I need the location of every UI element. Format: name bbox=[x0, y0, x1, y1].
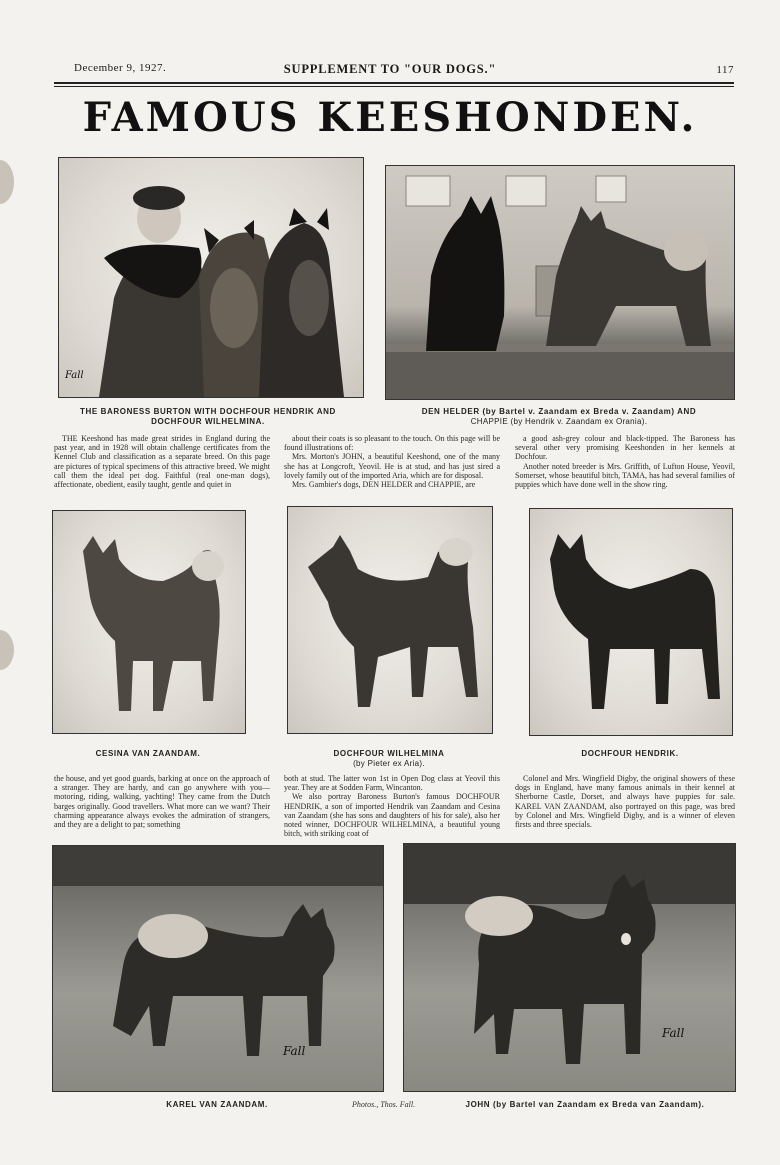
article-paragraph: about their coats is so pleasant to the touch. On this page will be found illustrations of: bbox=[284, 434, 500, 453]
photo-baroness-burton bbox=[58, 157, 364, 398]
photo-signature: Fall bbox=[283, 1044, 306, 1058]
photo-den-helder-chappie-image bbox=[386, 166, 734, 399]
article-paragraph: Mrs. Morton's JOHN, a beautiful Keeshond, one of the many she has at Longcroft, Yeovil. He is at stud, and has just sired a lovely family out of the imported Aria, which are for disposal. bbox=[284, 452, 500, 480]
text-column bbox=[54, 774, 270, 838]
caption-line: (by Pieter ex Aria). bbox=[353, 759, 425, 768]
photo-cesina-image bbox=[53, 511, 245, 733]
page-number: 117 bbox=[716, 64, 734, 76]
text-column bbox=[284, 774, 500, 838]
page-title: FAMOUS KEESHONDEN. bbox=[82, 94, 698, 141]
header-rule bbox=[54, 82, 734, 84]
caption-cesina: CESINA VAN ZAANDAM. bbox=[95, 749, 201, 758]
caption-john: JOHN (by Bartel van Zaandam ex Breda van Zaandam). bbox=[465, 1100, 705, 1109]
caption-hendrik: DOCHFOUR HENDRIK. bbox=[581, 749, 679, 758]
caption-line: DEN HELDER (by Bartel v. Zaandam ex Breda v. Zaandam) AND bbox=[421, 407, 697, 416]
photo-signature: Fall bbox=[65, 370, 84, 381]
caption-line: DOCHFOUR WILHELMINA. bbox=[151, 417, 265, 426]
article-paragraph: Mrs. Gambier's dogs, DEN HELDER and CHAPPIE, are bbox=[292, 480, 476, 490]
text-column bbox=[515, 774, 735, 838]
caption-wilhelmina bbox=[287, 749, 491, 769]
article-paragraph: Another noted breeder is Mrs. Griffith, of Lufton House, Yeovil, Somerset, whose beautiful bitch, TAMA, has had several families of puppies which have done well in the show ring. bbox=[515, 461, 735, 490]
photo-den-helder-chappie bbox=[385, 165, 735, 400]
photo-john bbox=[403, 843, 736, 1092]
photo-credit: Photos., Thos. Fall. bbox=[352, 1100, 416, 1109]
photo-hendrik-image bbox=[530, 509, 732, 735]
header-date: December 9, 1927. bbox=[74, 62, 167, 74]
photo-dochfour-wilhelmina bbox=[287, 506, 493, 734]
header-publication: SUPPLEMENT TO "OUR DOGS." bbox=[283, 62, 497, 76]
caption-line: THE BARONESS BURTON WITH DOCHFOUR HENDRIK AND bbox=[80, 407, 336, 416]
text-column bbox=[54, 434, 270, 494]
photo-john-image bbox=[404, 844, 735, 1091]
caption-baroness-burton bbox=[58, 407, 358, 427]
article-paragraph: THE Keeshond has made great strides in England during the past year, and in 1928 will obtain challenge certificates from the Kennel Club and classification as a separate breed. On this page are pictures of typical specimens of this attractive breed. We might call them the ideal pet dog. Faithful (real one-man dogs), affectionate, obedient, easily taught, gentle and quiet in bbox=[54, 434, 270, 490]
photo-karel-van-zaandam bbox=[52, 845, 384, 1092]
photo-wilhelmina-image bbox=[288, 507, 492, 733]
photo-baroness-burton-image bbox=[59, 158, 363, 397]
caption-line: CHAPPIE (by Hendrik v. Zaandam ex Orania). bbox=[470, 417, 648, 426]
photo-signature: Fall bbox=[662, 1026, 685, 1040]
photo-cesina-van-zaandam bbox=[52, 510, 246, 734]
article-paragraph: We also portray Baroness Burton's famous DOCHFOUR HENDRIK, a son of imported Hendrik van Zaandam and Cesina van Zaandam (she has sons and daughters of his for sale), also her noted winner, DOCHFOUR WILHELMINA, a beautiful young bitch, with striking coat of bbox=[284, 792, 500, 838]
margin-blot bbox=[0, 630, 14, 670]
margin-blot bbox=[0, 160, 14, 204]
caption-den-helder-chappie bbox=[385, 407, 733, 427]
text-column bbox=[515, 434, 735, 494]
article-paragraph: Colonel and Mrs. Wingfield Digby, the original showers of these dogs in England, have many famous animals in their kennel at Sherborne Castle, Dorset, and always have puppies for sale. KAREL VAN ZAANDAM, also portrayed on this page, was bred by Colonel and Mrs. Wingfield Digby, and is a winner of eleven firsts and three specials. bbox=[515, 774, 735, 830]
photo-dochfour-hendrik bbox=[529, 508, 733, 736]
photo-karel-image bbox=[53, 846, 383, 1091]
article-paragraph: the house, and yet good guards, barking at once on the approach of a stranger. They are hardy, and can go anywhere with you—motoring, riding, walking, yachting! They came from the Dutch barges originally. Good travellers. What more can we want? Their charming appearance always evokes the admiration of strangers, and they are a delight to pat; something bbox=[54, 774, 270, 830]
caption-karel: KAREL VAN ZAANDAM. bbox=[166, 1100, 268, 1109]
header-rule-thin bbox=[54, 86, 734, 87]
text-column bbox=[284, 434, 500, 494]
article-paragraph: both at stud. The latter won 1st in Open Dog class at Yeovil this year. They are at Sodden Farm, Wincanton. bbox=[284, 774, 500, 793]
article-paragraph: a good ash-grey colour and black-tipped. The Baroness has several other very promising Keeshonden in her kennels at Dochfour. bbox=[515, 434, 735, 462]
caption-line: DOCHFOUR WILHELMINA bbox=[333, 749, 445, 758]
